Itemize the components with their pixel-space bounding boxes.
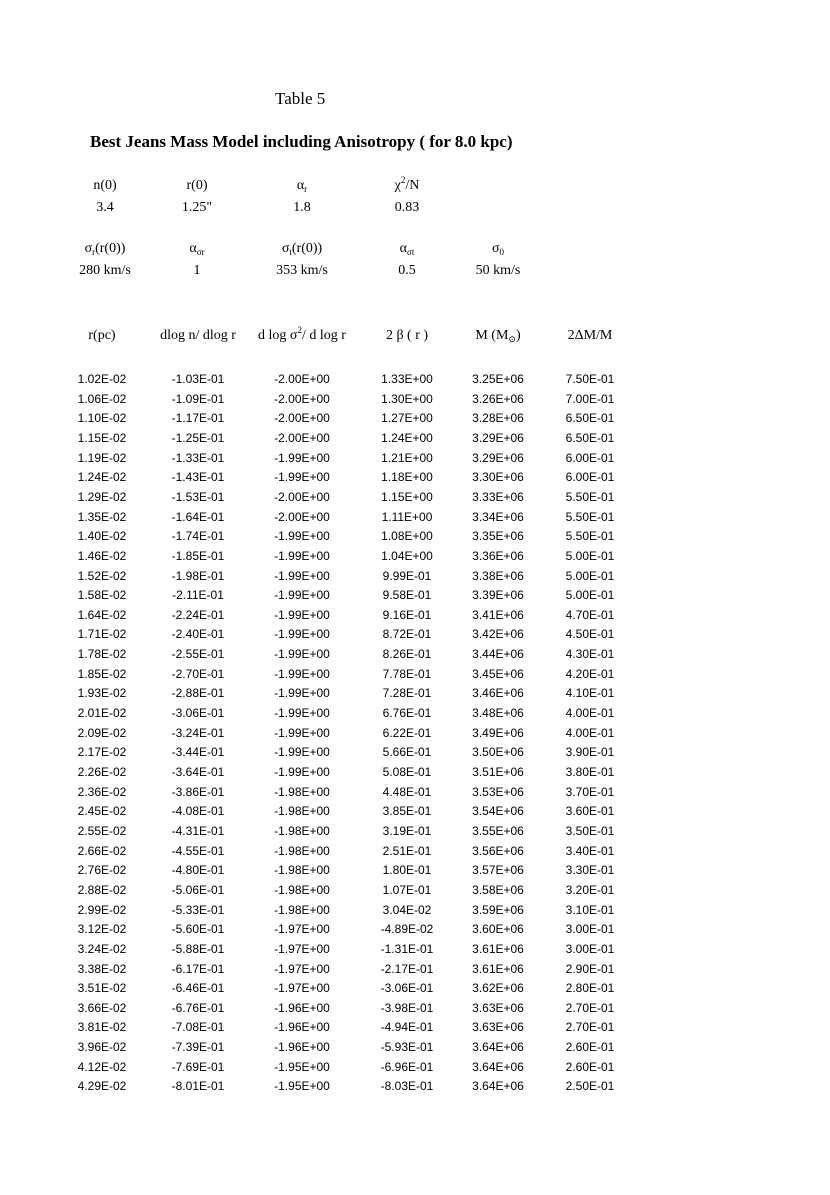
- table-cell: 2.76E-02: [77, 863, 127, 878]
- param-value: 0.83: [394, 200, 420, 215]
- table-cell: 7.78E-01: [382, 666, 432, 681]
- table-cell: -2.70E-01: [171, 666, 225, 681]
- param-value: 0.5: [398, 263, 416, 278]
- table-cell: 3.53E+06: [472, 784, 524, 799]
- table-cell: 4.12E-02: [77, 1059, 127, 1074]
- table-cell: 1.18E+00: [381, 470, 433, 485]
- table-cell: -7.08E-01: [171, 1020, 225, 1035]
- param-label: [137, 178, 257, 194]
- table-cell: -1.53E-01: [171, 489, 225, 504]
- table-cell: 3.36E+06: [472, 548, 524, 563]
- table-cell: 2.70E-01: [565, 1000, 615, 1015]
- table-cell: 4.48E-01: [382, 784, 432, 799]
- table-cell: -1.98E+00: [274, 863, 330, 878]
- param-suffix: (0): [191, 178, 208, 193]
- table-cell: 3.85E-01: [382, 804, 432, 819]
- table-cell: 1.19E-02: [77, 450, 127, 465]
- table-cell: -1.99E+00: [274, 607, 330, 622]
- table-cell: 3.64E+06: [472, 1040, 524, 1055]
- table-cell: 2.66E-02: [77, 843, 127, 858]
- table-cell: -1.96E+00: [274, 1000, 330, 1015]
- table-cell: -4.94E-01: [380, 1020, 434, 1035]
- table-cell: -2.17E-01: [380, 961, 434, 976]
- param-symbol: r: [186, 178, 192, 193]
- table-cell: 5.00E-01: [565, 548, 615, 563]
- table-cell: -1.99E+00: [274, 627, 330, 642]
- table-cell: -8.01E-01: [171, 1079, 225, 1094]
- table-cell: 4.50E-01: [565, 627, 615, 642]
- table-cell: 2.01E-02: [77, 706, 127, 721]
- table-cell: 3.04E-02: [382, 902, 432, 917]
- table-cell: 3.61E+06: [472, 961, 524, 976]
- table-title: Best Jeans Mass Model including Anisotropy ( for 8.0 kpc): [90, 132, 513, 151]
- table-cell: -5.88E-01: [171, 941, 225, 956]
- table-cell: -2.24E-01: [171, 607, 225, 622]
- table-cell: 3.10E-01: [565, 902, 615, 917]
- table-cell: 3.50E-01: [565, 823, 615, 838]
- table-cell: 1.35E-02: [77, 509, 127, 524]
- table-cell: -1.98E+00: [274, 843, 330, 858]
- table-cell: 5.50E-01: [565, 489, 615, 504]
- table-cell: 5.66E-01: [382, 745, 432, 760]
- column-header-text: / d log r: [301, 328, 346, 343]
- table-cell: 4.70E-01: [565, 607, 615, 622]
- table-cell: 3.70E-01: [565, 784, 615, 799]
- table-cell: 3.56E+06: [472, 843, 524, 858]
- table-cell: 3.55E+06: [472, 823, 524, 838]
- table-cell: 6.22E-01: [382, 725, 432, 740]
- table-cell: -6.17E-01: [171, 961, 225, 976]
- table-cell: 4.00E-01: [565, 706, 615, 721]
- table-cell: 2.90E-01: [565, 961, 615, 976]
- table-cell: 2.60E-01: [565, 1059, 615, 1074]
- column-header-text: r(pc): [88, 328, 116, 343]
- table-cell: 4.29E-02: [77, 1079, 127, 1094]
- column-header-text: d log σ: [258, 328, 298, 343]
- param-subscript: r: [304, 184, 308, 194]
- param-label: [347, 175, 467, 194]
- param-symbol: σ: [281, 241, 290, 256]
- table-cell: -6.76E-01: [171, 1000, 225, 1015]
- table-cell: 3.51E+06: [472, 765, 524, 779]
- table-cell: 3.57E+06: [472, 863, 524, 878]
- param-label: [242, 241, 362, 257]
- table-cell: 3.63E+06: [472, 1000, 524, 1015]
- table-cell: -7.69E-01: [171, 1059, 225, 1074]
- table-cell: -1.25E-01: [171, 430, 225, 445]
- table-cell: 3.39E+06: [472, 588, 524, 603]
- table-cell: 3.90E-01: [565, 745, 615, 760]
- table-cell: 3.62E+06: [472, 981, 524, 996]
- table-cell: 3.28E+06: [472, 411, 524, 426]
- table-cell: -1.97E+00: [274, 961, 330, 976]
- param-subscript: t: [289, 247, 292, 257]
- table-cell: 9.16E-01: [382, 607, 432, 622]
- table-cell: 2.17E-02: [77, 745, 127, 760]
- table-cell: -1.97E+00: [274, 941, 330, 956]
- param-value: 3.4: [96, 200, 114, 215]
- table-cell: -4.08E-01: [171, 804, 225, 819]
- column-header-text: 2ΔM/M: [567, 328, 613, 343]
- table-cell: 1.52E-02: [77, 568, 127, 583]
- table-cell: -1.97E+00: [274, 922, 330, 937]
- table-cell: -1.95E+00: [274, 1059, 330, 1074]
- table-cell: 3.61E+06: [472, 941, 524, 956]
- param-subscript: σt: [406, 247, 415, 257]
- table-cell: 4.30E-01: [565, 647, 615, 662]
- param-superscript: 2: [400, 175, 406, 185]
- table-cell: 2.55E-02: [77, 823, 127, 838]
- table-cell: -1.99E+00: [274, 548, 330, 563]
- table-cell: -1.99E+00: [274, 647, 330, 662]
- table-cell: 1.30E+00: [381, 391, 433, 406]
- table-cell: 1.64E-02: [77, 607, 127, 622]
- table-cell: -6.96E-01: [380, 1059, 434, 1074]
- table-cell: 6.00E-01: [565, 450, 615, 465]
- table-cell: 3.35E+06: [472, 529, 524, 544]
- table-cell: -1.99E+00: [274, 470, 330, 485]
- table-cell: 3.00E-01: [565, 941, 615, 956]
- table-cell: 7.00E-01: [565, 391, 615, 406]
- table-cell: 3.19E-01: [382, 823, 432, 838]
- table-cell: 3.40E-01: [565, 843, 615, 858]
- table-cell: -1.99E+00: [274, 588, 330, 603]
- param-symbol: σ: [84, 241, 93, 256]
- table-cell: 3.33E+06: [472, 489, 524, 504]
- table-cell: 3.59E+06: [472, 902, 524, 917]
- table-cell: 8.72E-01: [382, 627, 432, 642]
- table-cell: -1.31E-01: [380, 941, 434, 956]
- table-cell: 1.04E+00: [381, 548, 433, 563]
- table-cell: 3.12E-02: [77, 922, 127, 937]
- table-cell: -1.96E+00: [274, 1020, 330, 1035]
- table-cell: -1.03E-01: [171, 372, 225, 386]
- table-cell: 1.58E-02: [77, 588, 127, 603]
- table-cell: -1.99E+00: [274, 568, 330, 583]
- table-cell: -1.98E+00: [274, 823, 330, 838]
- param-label: [137, 241, 257, 257]
- table-cell: 3.54E+06: [472, 804, 524, 819]
- table-cell: -4.55E-01: [171, 843, 225, 858]
- table-cell: -1.97E+00: [274, 981, 330, 996]
- param-label: [242, 178, 362, 194]
- table-cell: 6.50E-01: [565, 430, 615, 445]
- param-suffix: (0): [100, 178, 117, 193]
- table-cell: 3.41E+06: [472, 607, 524, 622]
- table-cell: 3.38E+06: [472, 568, 524, 583]
- table-cell: 5.08E-01: [382, 765, 432, 779]
- table-cell: 3.30E+06: [472, 470, 524, 485]
- table-cell: 3.63E+06: [472, 1020, 524, 1035]
- table-cell: 3.20E-01: [565, 882, 615, 897]
- table-cell: 1.40E-02: [77, 529, 127, 544]
- table-cell: 3.24E-02: [77, 941, 127, 956]
- table-cell: 3.38E-02: [77, 961, 127, 976]
- table-cell: -6.46E-01: [171, 981, 225, 996]
- table-cell: 3.80E-01: [565, 765, 615, 779]
- param-subscript: r: [92, 247, 96, 257]
- table-cell: 1.15E-02: [77, 430, 127, 445]
- param-suffix: /N: [405, 178, 420, 193]
- param-value: 1.25": [181, 200, 213, 215]
- table-cell: 3.34E+06: [472, 509, 524, 524]
- param-symbol: α: [189, 241, 197, 256]
- table-cell: -3.86E-01: [171, 784, 225, 799]
- table-cell: 6.00E-01: [565, 470, 615, 485]
- table-cell: 1.07E-01: [382, 882, 432, 897]
- table-cell: 3.66E-02: [77, 1000, 127, 1015]
- table-cell: -3.06E-01: [171, 706, 225, 721]
- table-cell: -1.99E+00: [274, 725, 330, 740]
- table-cell: -1.98E+00: [274, 804, 330, 819]
- param-value: 353 km/s: [276, 263, 328, 278]
- table-cell: -4.31E-01: [171, 823, 225, 838]
- table-cell: 5.00E-01: [565, 568, 615, 583]
- table-cell: 6.76E-01: [382, 706, 432, 721]
- column-header-text: ): [515, 328, 521, 343]
- table-cell: 2.88E-02: [77, 882, 127, 897]
- table-cell: 3.96E-02: [77, 1040, 127, 1055]
- table-cell: 3.42E+06: [472, 627, 524, 642]
- table-cell: 1.71E-02: [77, 627, 127, 642]
- table-cell: 1.27E+00: [381, 411, 433, 426]
- table-cell: 1.08E+00: [381, 529, 433, 544]
- table-cell: 3.64E+06: [472, 1059, 524, 1074]
- table-cell: -1.33E-01: [171, 450, 225, 465]
- table-cell: -1.99E+00: [274, 666, 330, 681]
- table-cell: 1.46E-02: [77, 548, 127, 563]
- table-cell: 3.60E+06: [472, 922, 524, 937]
- table-cell: -2.11E-01: [172, 588, 224, 603]
- table-cell: 1.85E-02: [77, 666, 127, 681]
- table-cell: -1.98E-01: [171, 568, 225, 583]
- table-cell: -1.99E+00: [274, 706, 330, 721]
- column-header-text: dlog n/ dlog r: [160, 328, 236, 343]
- table-cell: -1.99E+00: [274, 450, 330, 465]
- table-cell: -3.64E-01: [171, 765, 225, 779]
- param-label: [438, 241, 558, 257]
- table-cell: 3.50E+06: [472, 745, 524, 760]
- table-cell: -1.99E+00: [274, 686, 330, 701]
- table-cell: 5.50E-01: [565, 509, 615, 524]
- table-cell: 3.64E+06: [472, 1079, 524, 1094]
- param-symbol: σ: [491, 241, 500, 256]
- table-cell: -3.44E-01: [171, 745, 225, 760]
- table-cell: 1.11E+00: [381, 509, 433, 524]
- column-header: [520, 328, 660, 344]
- table-cell: -2.00E+00: [274, 430, 330, 445]
- table-cell: 2.80E-01: [565, 981, 615, 996]
- column-header-text: M (M: [475, 328, 509, 343]
- table-cell: -1.64E-01: [171, 509, 225, 524]
- table-cell: 2.99E-02: [77, 902, 127, 917]
- table-cell: 1.78E-02: [77, 647, 127, 662]
- table-cell: 1.02E-02: [77, 372, 127, 386]
- table-cell: 1.29E-02: [77, 489, 127, 504]
- table-cell: -1.98E+00: [274, 902, 330, 917]
- table-cell: 1.06E-02: [77, 391, 127, 406]
- param-symbol: n: [93, 178, 101, 193]
- table-cell: -4.89E-02: [380, 922, 434, 937]
- table-cell: -1.99E+00: [274, 745, 330, 760]
- table-cell: -2.00E+00: [274, 489, 330, 504]
- table-cell: 3.46E+06: [472, 686, 524, 701]
- table-cell: -1.96E+00: [274, 1040, 330, 1055]
- table-cell: 3.00E-01: [565, 922, 615, 937]
- param-subscript: 0: [499, 247, 505, 257]
- table-cell: 1.15E+00: [381, 489, 433, 504]
- table-cell: 3.26E+06: [472, 391, 524, 406]
- table-cell: -1.95E+00: [274, 1079, 330, 1094]
- param-symbol: α: [296, 178, 305, 193]
- param-symbol: χ: [394, 178, 401, 193]
- table-cell: 3.58E+06: [472, 882, 524, 897]
- table-cell: 3.29E+06: [472, 430, 524, 445]
- table-cell: 1.33E+00: [381, 372, 433, 386]
- table-cell: 3.51E-02: [77, 981, 127, 996]
- table-cell: -1.85E-01: [171, 548, 225, 563]
- table-cell: 2.60E-01: [565, 1040, 615, 1055]
- table-cell: -2.00E+00: [274, 509, 330, 524]
- table-cell: 2.09E-02: [77, 725, 127, 740]
- table-cell: 4.20E-01: [565, 666, 615, 681]
- table-cell: 4.00E-01: [565, 725, 615, 740]
- table-cell: 5.00E-01: [565, 588, 615, 603]
- table-cell: -1.74E-01: [171, 529, 225, 544]
- table-cell: 1.10E-02: [77, 411, 127, 426]
- param-symbol: α: [399, 241, 407, 256]
- table-cell: -3.98E-01: [380, 1000, 434, 1015]
- table-cell: 5.50E-01: [565, 529, 615, 544]
- param-suffix: (r(0)): [95, 241, 126, 256]
- param-value: 50 km/s: [475, 263, 521, 278]
- table-cell: 1.93E-02: [77, 686, 127, 701]
- table-cell: -2.00E+00: [274, 372, 330, 386]
- table-cell: 1.21E+00: [381, 450, 433, 465]
- table-cell: 6.50E-01: [565, 411, 615, 426]
- table-cell: -5.33E-01: [171, 902, 225, 917]
- table-cell: -1.98E+00: [274, 882, 330, 897]
- table-cell: -5.60E-01: [171, 922, 225, 937]
- table-cell: 1.24E-02: [77, 470, 127, 485]
- table-cell: 9.58E-01: [382, 588, 432, 603]
- table-cell: 3.45E+06: [472, 666, 524, 681]
- table-caption: Table 5: [275, 89, 326, 108]
- table-cell: 1.24E+00: [381, 430, 433, 445]
- table-cell: 7.50E-01: [565, 372, 615, 386]
- table-cell: -5.06E-01: [171, 882, 225, 897]
- table-cell: 2.26E-02: [77, 765, 127, 779]
- table-cell: 1.80E-01: [382, 863, 432, 878]
- table-cell: 3.44E+06: [472, 647, 524, 662]
- table-cell: -5.93E-01: [380, 1040, 434, 1055]
- table-cell: 3.30E-01: [565, 863, 615, 878]
- table-cell: -3.24E-01: [171, 725, 225, 740]
- table-cell: 9.99E-01: [382, 568, 432, 583]
- table-cell: -2.00E+00: [274, 391, 330, 406]
- table-cell: -2.40E-01: [171, 627, 225, 642]
- table-cell: -2.88E-01: [171, 686, 225, 701]
- table-cell: 3.29E+06: [472, 450, 524, 465]
- table-cell: 2.70E-01: [565, 1020, 615, 1035]
- table-cell: -4.80E-01: [171, 863, 225, 878]
- table-cell: -1.09E-01: [171, 391, 225, 406]
- table-cell: -1.98E+00: [274, 784, 330, 799]
- param-value: 1: [193, 263, 201, 278]
- param-subscript: σr: [196, 247, 205, 257]
- table-cell: 8.26E-01: [382, 647, 432, 662]
- column-header-subscript: ⊙: [508, 334, 516, 344]
- table-cell: -7.39E-01: [171, 1040, 225, 1055]
- param-value: 1.8: [293, 200, 311, 215]
- table-cell: -1.99E+00: [274, 529, 330, 544]
- table-cell: 3.81E-02: [77, 1020, 127, 1035]
- table-cell: 2.45E-02: [77, 804, 127, 819]
- table-cell: 2.50E-01: [565, 1079, 615, 1094]
- table-cell: 3.49E+06: [472, 725, 524, 740]
- table-cell: -8.03E-01: [380, 1079, 434, 1094]
- table-cell: -2.55E-01: [171, 647, 225, 662]
- table-cell: 3.60E-01: [565, 804, 615, 819]
- table-cell: 7.28E-01: [382, 686, 432, 701]
- table-cell: -2.00E+00: [274, 411, 330, 426]
- table-cell: 3.48E+06: [472, 706, 524, 721]
- table-cell: -1.99E+00: [274, 765, 330, 779]
- table-cell: 4.10E-01: [565, 686, 615, 701]
- table-cell: 3.25E+06: [472, 372, 524, 386]
- param-value: 280 km/s: [79, 263, 131, 278]
- param-suffix: (r(0)): [291, 241, 323, 256]
- column-header-superscript: 2: [297, 325, 302, 335]
- table-cell: 2.51E-01: [382, 843, 432, 858]
- table-cell: -1.17E-01: [171, 411, 225, 426]
- table-cell: -1.43E-01: [171, 470, 225, 485]
- table-cell: -3.06E-01: [380, 981, 434, 996]
- table-cell: 2.36E-02: [77, 784, 127, 799]
- column-header-text: 2 β ( r ): [385, 328, 429, 343]
